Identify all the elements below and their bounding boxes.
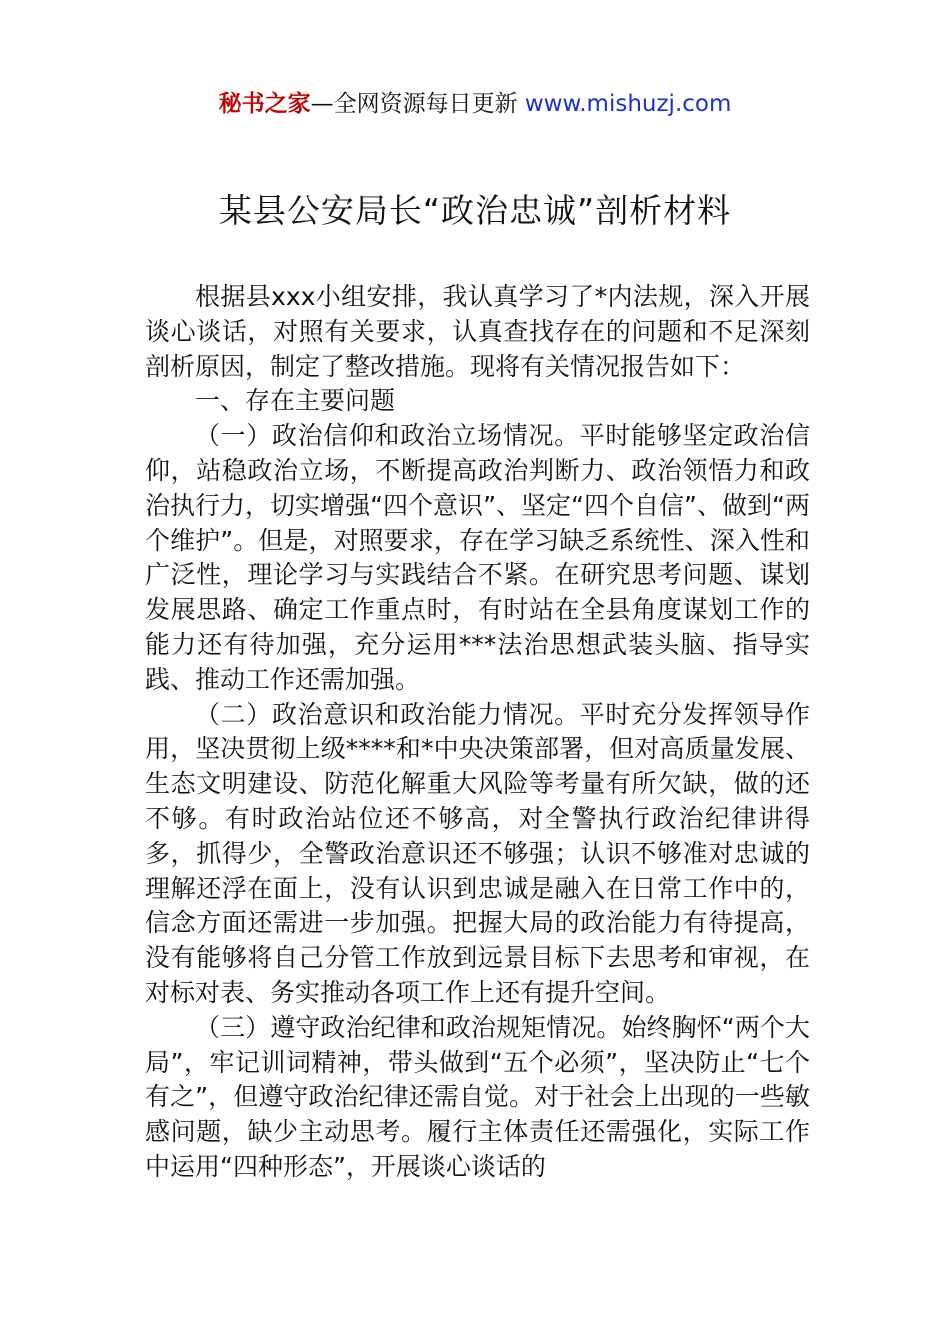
document-body (145, 280, 810, 1185)
document-title: 某县公安局长“政治忠诚”剖析材料 (218, 191, 732, 230)
section-heading-main-problems: 一、存在主要问题 (195, 386, 396, 416)
paragraph-political-awareness: （二）政治意识和政治能力情况。平时充分发挥领导作用，坚决贯彻上级****和*中央决策部署，但对高质量发展、生态文明建设、防范化解重大风险等考量有所欠缺，做的还不够。有时政治站位还不够高，对全警执行政治纪律讲得多，抓得少，全警政治意识还不够强；认识不够准对忠诚的理解还浮在面上，没有认识到忠诚是融入在日常工作中的，信念方面还需进一步加强。把握大局的政治能力有待提高，没有能够将自己分管工作放到远景目标下去思考和审视，在对标对表、务实推动各项工作上还有提升空间。 (145, 699, 810, 1007)
header-tagline: —全网资源每日更新 (310, 91, 525, 117)
paragraph-political-belief: （一）政治信仰和政治立场情况。平时能够坚定政治信仰，站稳政治立场，不断提高政治判断力、政治领悟力和政治执行力，切实增强“四个意识”、坚定“四个自信”、做到“两个维护”。但是，对照要求，存在学习缺乏系统性、深入性和广泛性，理论学习与实践结合不紧。在研究思考问题、谋划发展思路、确定工作重点时，有时站在全县角度谋划工作的能力还有待加强，充分运用***法治思想武装头脑、指导实践、推动工作还需加强。 (145, 421, 810, 694)
paragraph-political-discipline: （三）遵守政治纪律和政治规矩情况。始终胸怀“两个大局”，牢记训词精神，带头做到“五个必须”，坚决防止“七个有之”，但遵守政治纪律还需自觉。对于社会上出现的一些敏感问题，缺少主动思考。履行主体责任还需强化，实际工作中运用“四种形态”，开展谈心谈话的 (145, 1012, 810, 1181)
brand-name: 秘书之家 (218, 91, 311, 117)
site-url-link[interactable]: www.mishuzj.com (524, 91, 732, 117)
intro-paragraph: 根据县xxx小组安排，我认真学习了*内法规，深入开展谈心谈话，对照有关要求，认真查找存在的问题和不足深刻剖析原因，制定了整改措施。现将有关情况报告如下： (145, 282, 810, 381)
site-header (0, 86, 950, 122)
